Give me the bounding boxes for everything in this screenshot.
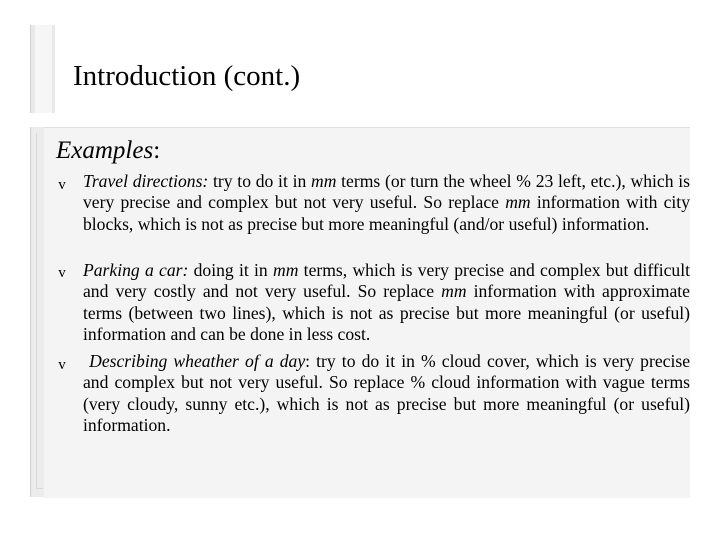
examples-heading-colon: : xyxy=(153,137,161,164)
item-emphasis: mm xyxy=(441,281,467,302)
examples-heading xyxy=(56,134,160,168)
item-text-segment: information with approximate terms (between two lines), which is not as precise but more meaningful (or useful) information and can be done in less cost. xyxy=(83,281,690,344)
diamond-bullet-icon: v xyxy=(58,265,66,281)
item-emphasis: mm xyxy=(505,192,531,213)
item-emphasis: mm xyxy=(272,260,299,280)
list-item-describing-weather xyxy=(83,351,690,436)
item-text-segment: : try to do it in % cloud cover, which is very precise and complex but not very useful. So replace % cloud information with vague terms (very cloudy, sunny etc.), which is not as precise but more meaningful (or useful) information. xyxy=(83,351,691,435)
title-accent-inner xyxy=(35,25,52,113)
item-emphasis: mm xyxy=(311,171,337,191)
item-text-segment: terms (or turn the wheel % 23 left, etc.), which is very precise and complex but not very useful. So replace xyxy=(83,171,690,213)
list-item-parking-a-car xyxy=(83,260,690,345)
diamond-bullet-icon: v xyxy=(58,357,66,373)
item-text-segment: try to do it in xyxy=(208,171,311,191)
item-text-segment: doing it in xyxy=(188,260,273,280)
slide-title: Introduction (cont.) xyxy=(73,60,301,92)
item-text-segment: information with city blocks, which is not as precise but more meaningful (and/or useful) information. xyxy=(83,192,690,234)
item-label: Parking a car: xyxy=(83,260,189,280)
item-text-segment: terms, which is very precise and complex but difficult and very costly and not very useful. So replace xyxy=(83,260,690,302)
diamond-bullet-icon: v xyxy=(58,177,66,193)
item-label: Travel directions: xyxy=(83,171,209,191)
item-label: Describing wheather of a day xyxy=(89,351,306,371)
list-item-travel-directions xyxy=(83,171,690,235)
examples-heading-label: Examples xyxy=(56,137,154,164)
content-accent-inner xyxy=(36,133,43,489)
